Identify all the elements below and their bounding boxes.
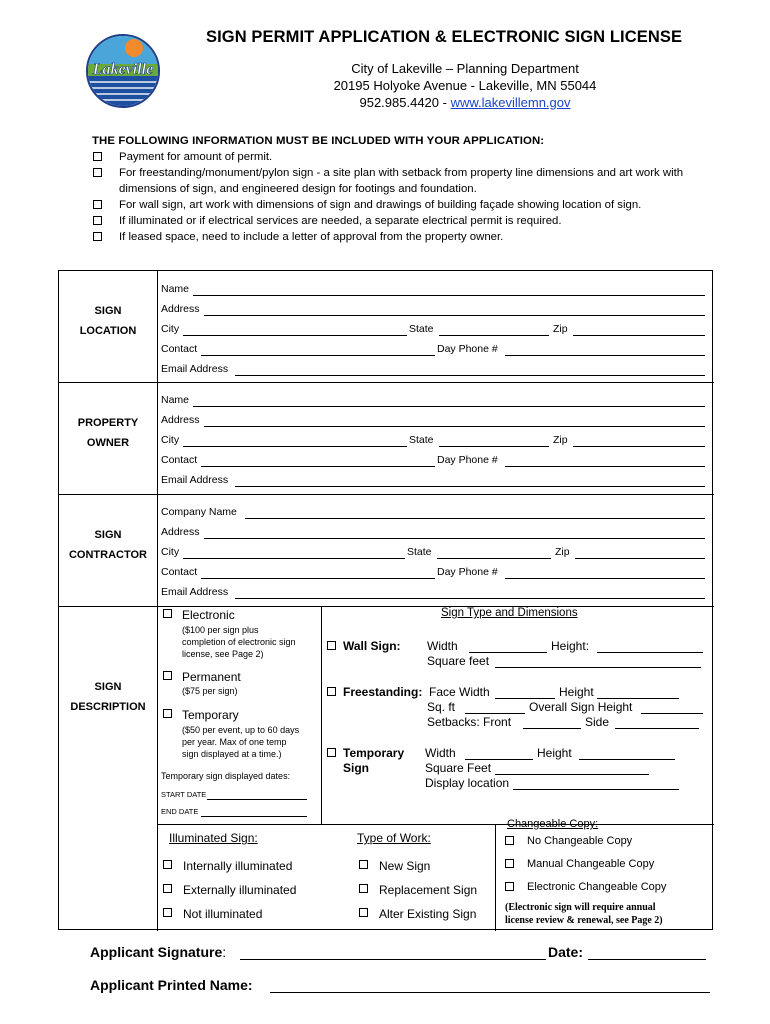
field-label: Address <box>161 303 200 315</box>
date-input[interactable] <box>588 959 706 960</box>
option-note: license, see Page 2) <box>182 649 264 659</box>
field-label: Square Feet <box>425 761 492 775</box>
dept-contact <box>210 94 720 111</box>
address-input[interactable] <box>204 426 705 427</box>
field-label: Setbacks: Front <box>427 715 512 729</box>
field-label: Width <box>425 746 456 760</box>
externally-illuminated-checkbox[interactable] <box>163 884 172 893</box>
requirements-list <box>92 133 722 245</box>
application-form-table <box>58 270 713 930</box>
name-input[interactable] <box>193 406 705 407</box>
section-label-line: DESCRIPTION <box>70 701 146 713</box>
field-label: Contact <box>161 343 198 355</box>
option-label: Internally illuminated <box>183 859 293 873</box>
freestanding-label: Freestanding: <box>343 685 423 699</box>
city-input[interactable] <box>183 558 405 559</box>
option-label: No Changeable Copy <box>527 835 633 847</box>
requirement-item <box>92 197 722 213</box>
website-link[interactable]: www.lakevillemn.gov <box>450 95 571 110</box>
wall-sqft-input[interactable] <box>495 667 701 668</box>
signature-colon: : <box>222 944 227 960</box>
section-label-line: SIGN <box>94 529 122 541</box>
contact-input[interactable] <box>201 466 435 467</box>
checkbox-icon[interactable] <box>93 232 102 241</box>
section-label-line: PROPERTY <box>77 417 139 429</box>
field-label: Day Phone # <box>437 454 498 466</box>
option-note: completion of electronic sign <box>182 637 296 647</box>
section-divider <box>59 494 714 495</box>
address-input[interactable] <box>204 538 705 539</box>
setback-front-input[interactable] <box>523 728 581 729</box>
work-type-heading: Type of Work: <box>357 831 431 845</box>
applicant-signature-input[interactable] <box>240 959 546 960</box>
internally-illuminated-checkbox[interactable] <box>163 860 172 869</box>
field-label: Height <box>537 746 572 760</box>
day-phone-input[interactable] <box>505 578 705 579</box>
requirement-text: If leased space, need to include a letter of approval from the property owner. <box>119 231 504 243</box>
field-label: Sq. ft <box>427 700 456 714</box>
option-note: sign displayed at a time.) <box>182 749 282 759</box>
option-label: Electronic Changeable Copy <box>527 881 667 893</box>
end-date-label: END DATE <box>161 807 199 816</box>
section-label-line: SIGN <box>94 305 122 317</box>
display-location-input[interactable] <box>513 789 679 790</box>
no-changeable-copy-checkbox[interactable] <box>505 836 514 845</box>
sign-contractor-label <box>59 525 157 565</box>
dimensions-heading: Sign Type and Dimensions <box>441 607 578 619</box>
zip-input[interactable] <box>573 446 705 447</box>
wall-sign-label: Wall Sign: <box>343 639 401 653</box>
alter-existing-sign-checkbox[interactable] <box>359 908 368 917</box>
field-label: State <box>409 434 434 446</box>
field-label: State <box>407 546 432 558</box>
field-label: Name <box>161 394 190 406</box>
start-date-input[interactable] <box>207 799 307 800</box>
section-divider <box>59 382 714 383</box>
field-label: Day Phone # <box>437 343 498 355</box>
face-width-input[interactable] <box>495 698 555 699</box>
start-date-label: START DATE <box>161 790 207 799</box>
setback-side-input[interactable] <box>615 728 699 729</box>
option-note: ($75 per sign) <box>182 686 238 696</box>
requirement-text: Payment for amount of permit. <box>119 151 273 163</box>
field-label: Display location <box>425 776 510 790</box>
applicant-signature-label: Applicant Signature <box>90 944 223 960</box>
field-label: City <box>161 434 180 446</box>
changeable-copy-note: (Electronic sign will require annual <box>505 902 656 913</box>
checkbox-icon[interactable] <box>93 168 102 177</box>
date-label: Date: <box>548 944 584 960</box>
field-label: City <box>161 323 180 335</box>
option-label: New Sign <box>379 859 431 873</box>
field-label: Height: <box>551 639 590 653</box>
lakeville-logo <box>86 34 160 108</box>
contact-input[interactable] <box>201 355 435 356</box>
page-title: SIGN PERMIT APPLICATION & ELECTRONIC SIGN LICENSE <box>206 28 683 46</box>
company-name-input[interactable] <box>245 518 705 519</box>
sign-location-label <box>59 301 157 341</box>
section-label-line: SIGN <box>94 681 122 693</box>
field-label: Zip <box>553 323 568 335</box>
requirement-text: If illuminated or if electrical services are needed, a separate electrical permit is required. <box>119 215 562 227</box>
new-sign-checkbox[interactable] <box>359 860 368 869</box>
field-label: Contact <box>161 454 198 466</box>
requirement-item <box>92 149 722 165</box>
email-input[interactable] <box>235 375 705 376</box>
applicant-printed-name-label: Applicant Printed Name: <box>90 977 253 993</box>
city-input[interactable] <box>183 446 407 447</box>
field-label: Width <box>427 639 458 653</box>
replacement-sign-checkbox[interactable] <box>359 884 368 893</box>
field-label: Company Name <box>161 506 237 518</box>
email-input[interactable] <box>235 598 705 599</box>
city-input[interactable] <box>183 335 407 336</box>
requirement-item <box>92 165 722 197</box>
field-label: State <box>409 323 434 335</box>
illumination-heading: Illuminated Sign: <box>169 831 258 845</box>
field-label: Email Address <box>161 586 229 598</box>
signature-row <box>90 944 226 962</box>
field-label: Face Width <box>429 685 490 699</box>
tmp-height-input[interactable] <box>579 759 675 760</box>
temp-dates-label: Temporary sign displayed dates: <box>161 771 291 781</box>
fs-height-input[interactable] <box>597 698 679 699</box>
manual-changeable-copy-checkbox[interactable] <box>505 859 514 868</box>
overall-height-input[interactable] <box>641 713 703 714</box>
checkbox-icon[interactable] <box>93 200 102 209</box>
requirements-heading: THE FOLLOWING INFORMATION MUST BE INCLUDED WITH YOUR APPLICATION: <box>92 135 545 147</box>
field-label: Height <box>559 685 594 699</box>
option-label: Replacement Sign <box>379 883 478 897</box>
temporary-sign-label: Sign <box>343 761 369 775</box>
dept-address: 20195 Holyoke Avenue - Lakeville, MN 55044 <box>333 78 597 93</box>
state-input[interactable] <box>439 446 549 447</box>
section-divider <box>59 606 714 607</box>
temporary-sign-label: Temporary <box>343 746 405 760</box>
end-date-input[interactable] <box>201 816 307 817</box>
electronic-changeable-copy-checkbox[interactable] <box>505 882 514 891</box>
tmp-width-input[interactable] <box>465 759 533 760</box>
field-label: Email Address <box>161 474 229 486</box>
temporary-sign-checkbox[interactable] <box>327 748 336 757</box>
sign-description-label <box>59 677 157 717</box>
option-label: Permanent <box>182 670 241 684</box>
checkbox-icon[interactable] <box>93 152 102 161</box>
column-divider <box>495 824 496 931</box>
tmp-sqft-input[interactable] <box>495 774 649 775</box>
option-note: per year. Max of one temp <box>182 737 287 747</box>
section-divider <box>157 824 714 825</box>
field-label: Day Phone # <box>437 566 498 578</box>
changeable-copy-note: license review & renewal, see Page 2) <box>505 915 663 926</box>
column-divider <box>321 606 322 824</box>
state-input[interactable] <box>437 558 551 559</box>
option-label: Electronic <box>182 608 235 622</box>
address-input[interactable] <box>204 315 705 316</box>
name-input[interactable] <box>193 295 705 296</box>
field-label: Side <box>585 715 610 729</box>
applicant-printed-name-input[interactable] <box>270 992 710 993</box>
section-label-line: OWNER <box>86 437 130 449</box>
field-label: Zip <box>553 434 568 446</box>
requirement-item <box>92 213 722 229</box>
field-label: Square feet <box>427 654 490 668</box>
requirement-item <box>92 229 722 245</box>
option-note: ($100 per sign plus <box>182 625 259 635</box>
option-label: Alter Existing Sign <box>379 907 477 921</box>
option-label: Not illuminated <box>183 907 263 921</box>
freestanding-checkbox[interactable] <box>327 687 336 696</box>
wall-height-input[interactable] <box>597 652 703 653</box>
option-label: Manual Changeable Copy <box>527 858 655 870</box>
requirement-text: For freestanding/monument/pylon sign - a site plan with setback from property line dimensions and art work with dimensions of sign, and engineered design for footings and foundation. <box>119 167 684 195</box>
field-label: Address <box>161 526 200 538</box>
field-label: Zip <box>555 546 570 558</box>
section-label-line: LOCATION <box>79 325 137 337</box>
requirement-text: For wall sign, art work with dimensions of sign and drawings of building façade showing location of sign. <box>119 199 642 211</box>
field-label: Address <box>161 414 200 426</box>
field-label: Name <box>161 283 190 295</box>
field-label: Contact <box>161 566 198 578</box>
dept-name: City of Lakeville – Planning Department <box>351 61 579 76</box>
day-phone-input[interactable] <box>505 466 705 467</box>
electronic-checkbox[interactable] <box>163 609 172 618</box>
field-label: City <box>161 546 180 558</box>
changeable-copy-heading: Changeable Copy: <box>507 818 599 830</box>
state-input[interactable] <box>439 335 549 336</box>
temporary-checkbox[interactable] <box>163 709 172 718</box>
zip-input[interactable] <box>573 335 705 336</box>
logo-wordmark: Lakeville <box>92 61 154 78</box>
wall-width-input[interactable] <box>469 652 547 653</box>
option-label: Externally illuminated <box>183 883 297 897</box>
option-note: ($50 per event, up to 60 days <box>182 725 300 735</box>
section-label-line: CONTRACTOR <box>68 549 147 561</box>
not-illuminated-checkbox[interactable] <box>163 908 172 917</box>
property-owner-label <box>59 413 157 453</box>
department-info <box>210 60 720 111</box>
field-label: Overall Sign Height <box>529 700 633 714</box>
contact-input[interactable] <box>201 578 435 579</box>
checkbox-icon[interactable] <box>93 216 102 225</box>
fs-sqft-input[interactable] <box>465 713 525 714</box>
column-divider <box>157 271 158 931</box>
day-phone-input[interactable] <box>505 355 705 356</box>
field-label: Email Address <box>161 363 229 375</box>
wall-sign-checkbox[interactable] <box>327 641 336 650</box>
zip-input[interactable] <box>575 558 705 559</box>
option-label: Temporary <box>182 708 239 722</box>
dept-phone: 952.985.4420 - <box>359 95 451 110</box>
permanent-checkbox[interactable] <box>163 671 172 680</box>
email-input[interactable] <box>235 486 705 487</box>
